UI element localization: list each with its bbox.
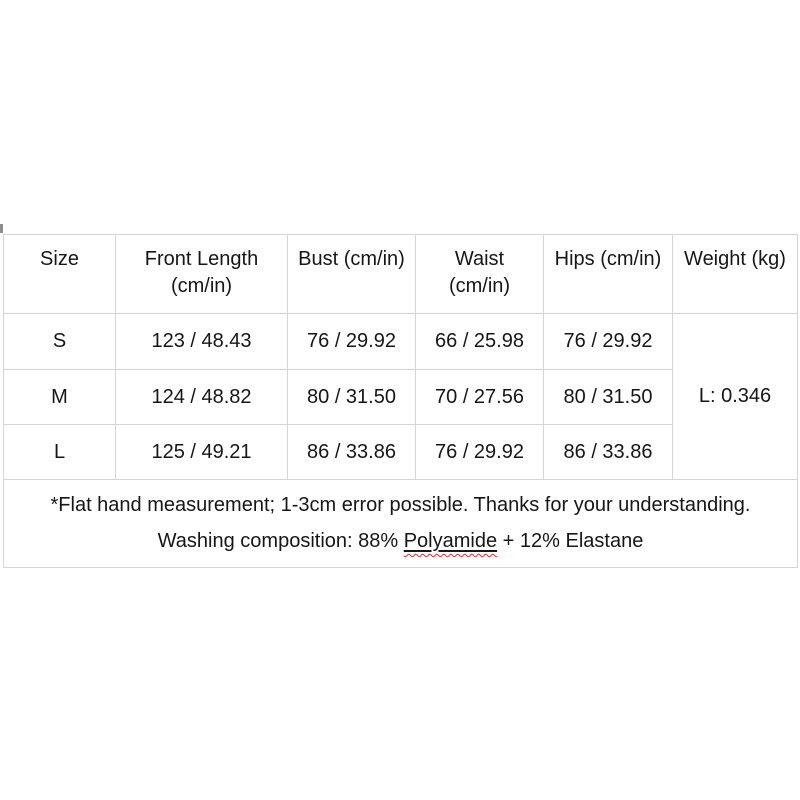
header-bust-label: Bust (cm/in) [298, 248, 405, 270]
washing-note-polyamide: Polyamide [403, 530, 498, 552]
measurement-note: *Flat hand measurement; 1-3cm error possible. Thanks for your understanding. [50, 494, 751, 516]
header-weight-label: Weight (kg) [684, 248, 786, 270]
cell-weight-merged: L: 0.346 [673, 314, 798, 480]
header-front-length-line1: Front Length [144, 248, 259, 270]
header-waist-line2: (cm/in) [448, 275, 511, 297]
notes-row [4, 480, 798, 568]
header-hips-label: Hips (cm/in) [554, 248, 662, 270]
header-row [4, 235, 798, 314]
washing-note [6, 528, 795, 555]
table-row-size-s [4, 314, 798, 370]
washing-note-suffix: + 12% Elastane [497, 530, 644, 552]
header-size-label: Size [40, 248, 79, 270]
cell-front-length: 124 / 48.82 [116, 370, 288, 425]
header-front-length [116, 235, 288, 314]
header-size [4, 235, 116, 314]
cell-size: M [4, 370, 116, 425]
cell-waist: 70 / 27.56 [416, 370, 544, 425]
cell-front-length: 125 / 49.21 [116, 425, 288, 480]
washing-note-prefix: Washing composition: 88% [157, 530, 404, 552]
cell-hips: 76 / 29.92 [544, 314, 673, 370]
cell-size: S [4, 314, 116, 370]
header-weight [673, 235, 798, 314]
size-chart-table [3, 234, 798, 568]
header-waist [416, 235, 544, 314]
header-bust [288, 235, 416, 314]
header-waist-line1: Waist [454, 248, 505, 270]
cell-front-length: 123 / 48.43 [116, 314, 288, 370]
cell-size: L [4, 425, 116, 480]
header-front-length-line2: (cm/in) [170, 275, 233, 297]
cell-hips: 80 / 31.50 [544, 370, 673, 425]
notes-cell [4, 480, 798, 568]
cell-bust: 80 / 31.50 [288, 370, 416, 425]
edge-artifact [0, 224, 3, 233]
spellcheck-wavy-underline [404, 530, 497, 552]
header-hips [544, 235, 673, 314]
cell-waist: 66 / 25.98 [416, 314, 544, 370]
cell-waist: 76 / 29.92 [416, 425, 544, 480]
cell-hips: 86 / 33.86 [544, 425, 673, 480]
cell-bust: 86 / 33.86 [288, 425, 416, 480]
cell-bust: 76 / 29.92 [288, 314, 416, 370]
